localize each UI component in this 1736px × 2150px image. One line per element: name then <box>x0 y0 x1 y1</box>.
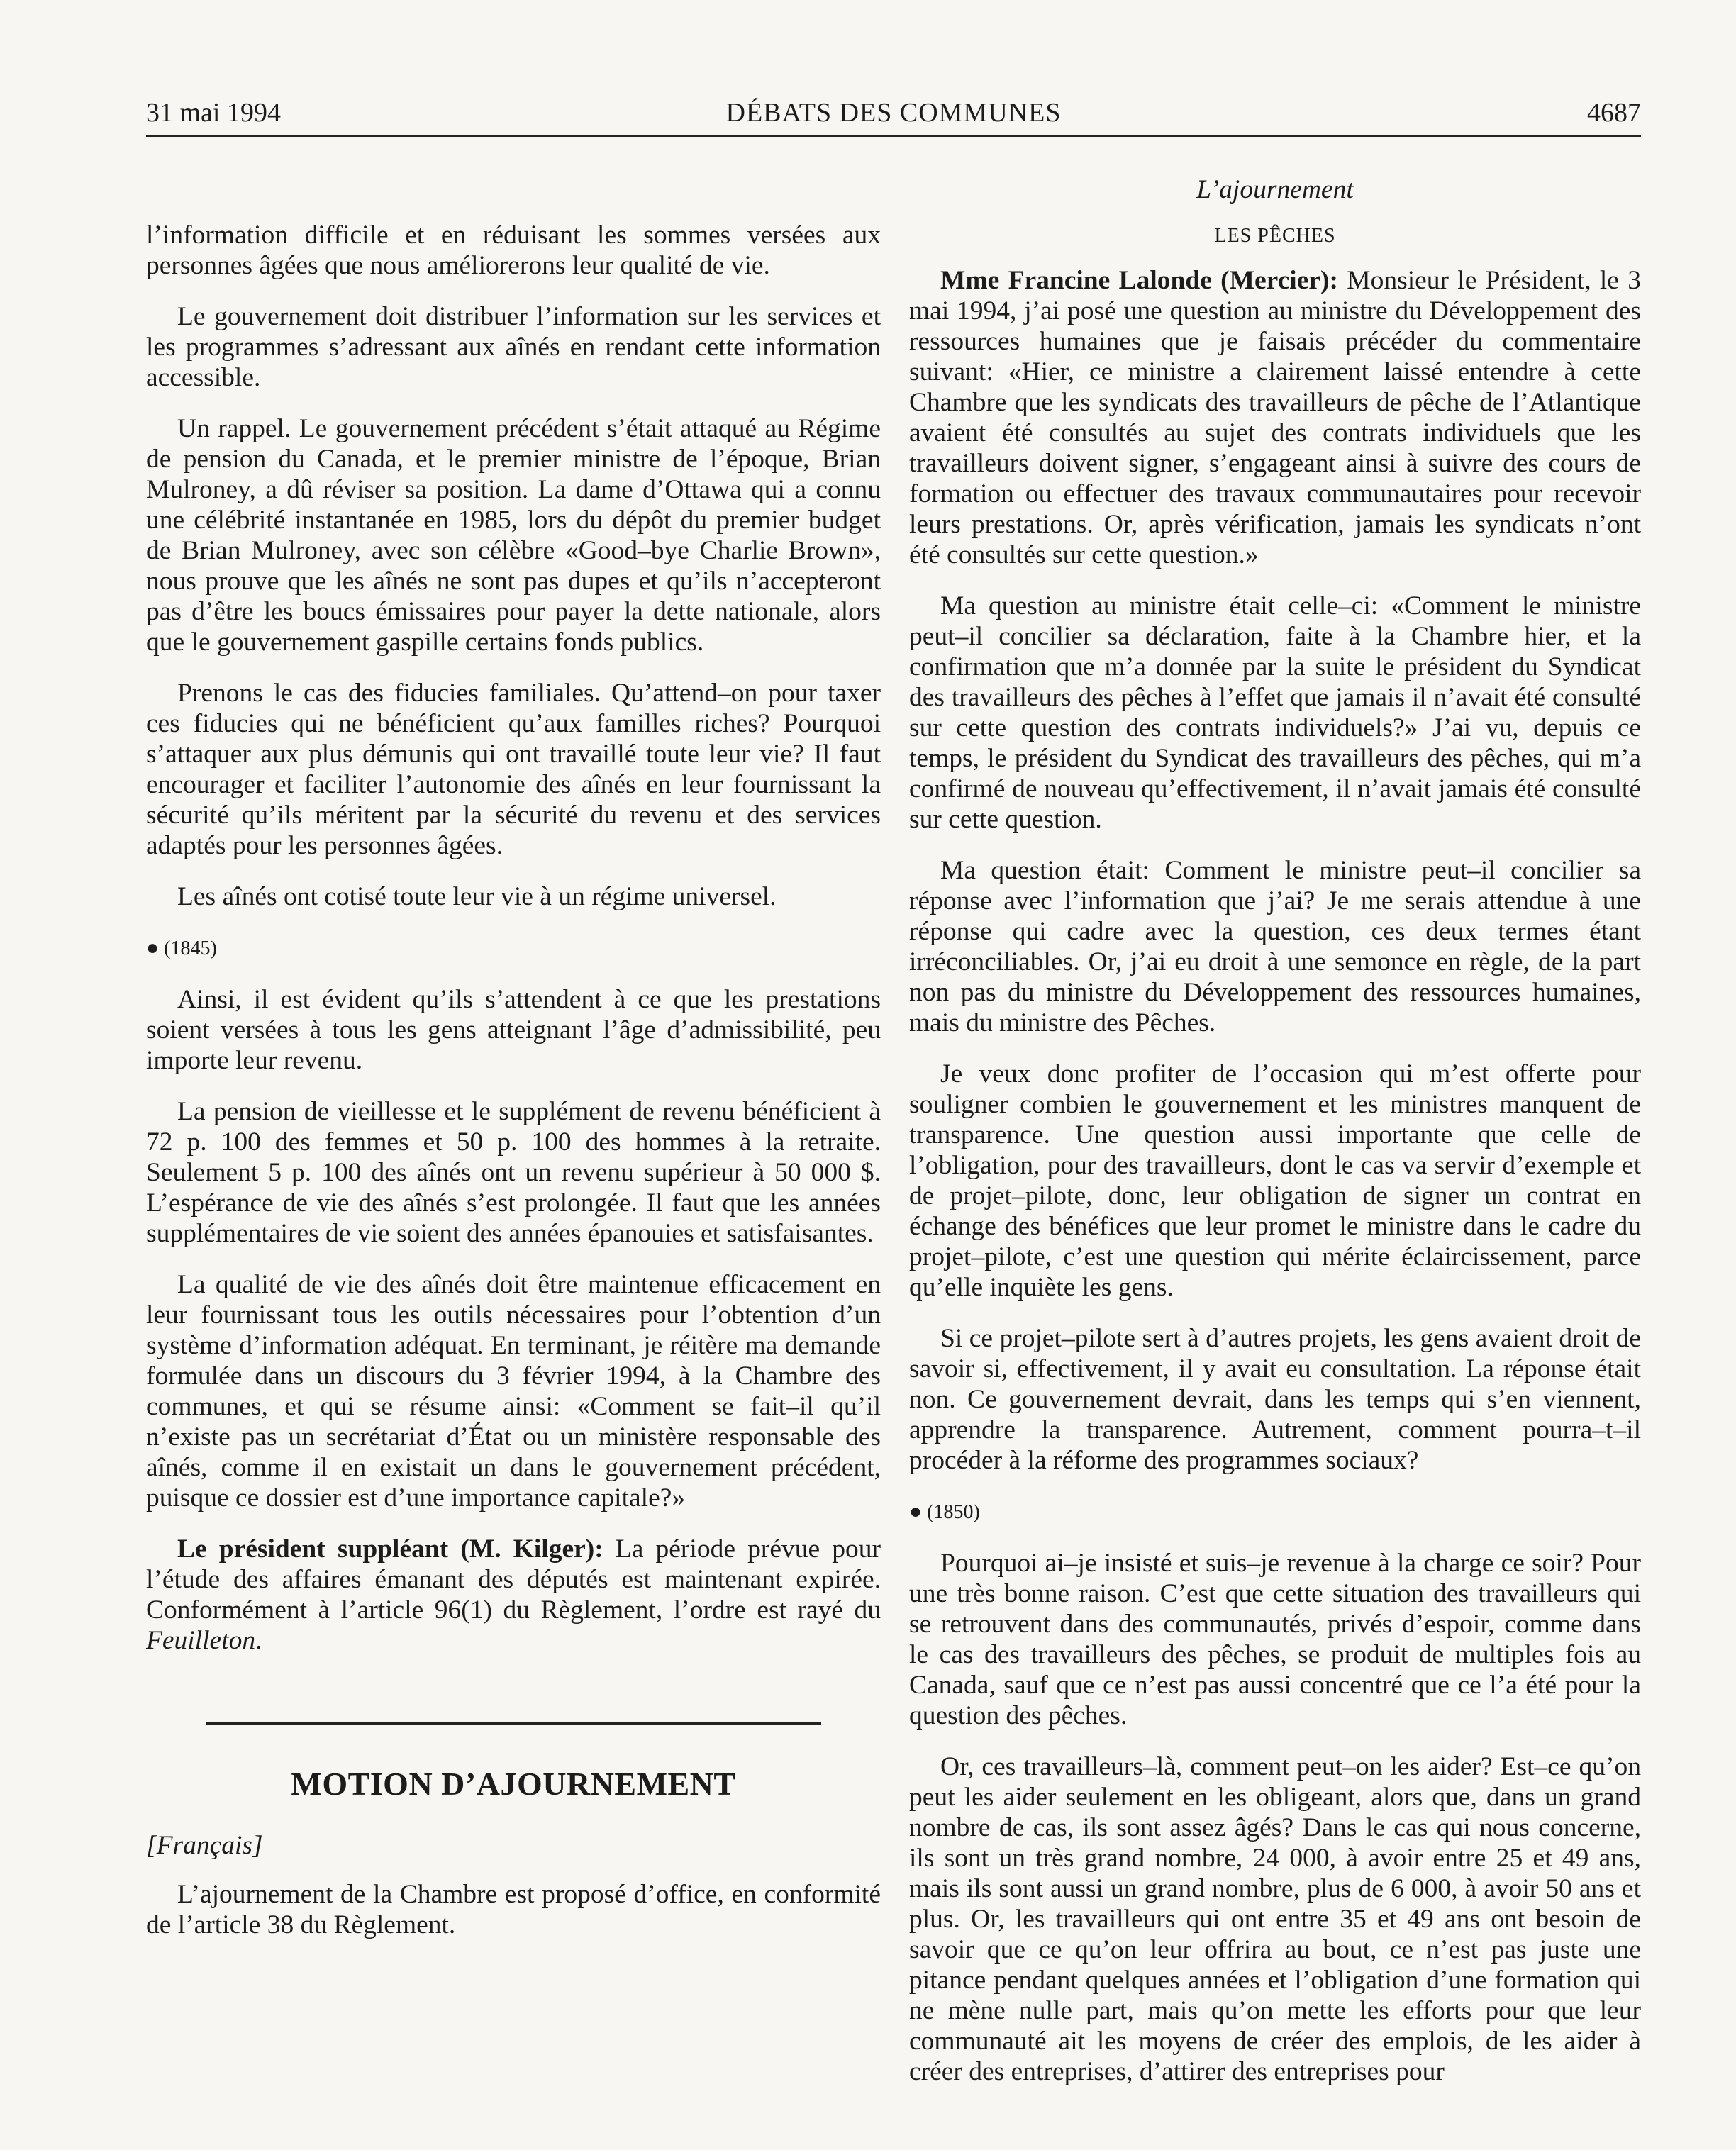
right-column <box>909 165 1641 2107</box>
section-heading: LES PÊCHES <box>1214 225 1336 247</box>
paragraph-text: Monsieur le Président, le 3 mai 1994, j’ai posé une question au ministre du Développement des ressources humaines que je faisais précéder du commentaire suivant: «Hier, ce ministre a clairement laissé entendre à cette Chambre que les syndicats des travailleurs de pêche de l’Atlantique avaient été consultés au sujet des contrats individuels que les travailleurs doivent signer, s’engageant ainsi à suivre des cours de formation ou effectuer des travaux communautaires pour recevoir leurs prestations. Or, après vérification, jamais les syndicats n’ont été consultés sur cette question.» <box>909 266 1641 569</box>
language-tag: [Français] <box>146 1831 263 1860</box>
speaker-paragraph <box>146 1534 881 1656</box>
paragraph: Les aînés ont cotisé toute leur vie à un régime universel. <box>177 882 777 911</box>
time-marker-text: (1850) <box>927 1501 980 1523</box>
paragraph: La qualité de vie des aînés doit être maintenue efficacement en leur fournissant tous les outils nécessaires pour l’obtention d’un système d’information adéquat. En terminant, je réitère ma demande formulée dans un discours du 3 février 1994, à la Chambre des communes, et qui se résume ainsi: «Comment se fait–il qu’il n’existe pas un secrétariat d’État ou un ministère responsable des aînés, comme il en existait un dans le gouvernement précédent, puisque ce dossier est d’une importance capitale?» <box>146 1270 881 1513</box>
speaker-paragraph <box>909 265 1641 570</box>
left-column <box>146 165 881 1961</box>
bullet-icon: ● <box>909 1500 923 1523</box>
header-title: DÉBATS DES COMMUNES <box>725 98 1062 128</box>
paragraph: Si ce projet–pilote sert à d’autres projets, les gens avaient droit de savoir si, effectivement, il y avait eu consultation. La réponse était non. Ce gouvernement devrait, dans les temps qui s’en viennent, apprendre la transparence. Autrement, comment pourra–t–il procéder à la réforme des programmes sociaux? <box>909 1324 1641 1475</box>
page-header <box>146 91 1641 137</box>
bullet-icon: ● <box>146 936 160 959</box>
paragraph: La pension de vieillesse et le supplément de revenu bénéficient à 72 p. 100 des femmes et 50 p. 100 des hommes à la retraite. Seulement 5 p. 100 des aînés ont un revenu supérieur à 50 000 $. L’espérance de vie des aînés s’est prolongée. Il faut que les années supplémentaires de vie soient des années épanouies et satisfaisantes. <box>146 1097 881 1248</box>
section-subtitle: L’ajournement <box>1196 175 1354 204</box>
paragraph: Le gouvernement doit distribuer l’information sur les services et les programmes s’adressant aux aînés en rendant cette information accessible. <box>146 302 881 392</box>
paragraph: Pourquoi ai–je insisté et suis–je revenue à la charge ce soir? Pour une très bonne raison. C’est que cette situation des travailleurs qui se retrouvent dans des communautés, privés d’espoir, comme dans le cas des travailleurs des pêches, se produit de multiples fois au Canada, sauf que ce n’est pas aussi concentré que ce l’a été pour la question des pêches. <box>909 1549 1641 1730</box>
paragraph-text: La période prévue pour l’étude des affaires émanant des députés est maintenant expirée. Conformément à l’article 96(1) du Règlement, l’ordre est rayé du <box>146 1534 881 1625</box>
paragraph: Un rappel. Le gouvernement précédent s’était attaqué au Régime de pension du Canada, et le premier ministre de l’époque, Brian Mulroney, a dû réviser sa position. La dame d’Ottawa qui a connu une célébrité instantanée en 1985, lors du dépôt du premier budget de Brian Mulroney, avec son célèbre «Good–bye Charlie Brown», nous prouve que les aînés ne sont pas dupes et qu’ils n’accepteront pas d’être les boucs émissaires pour payer la dette nationale, alors que le gouvernement gaspille certains fonds publics. <box>146 414 881 657</box>
paragraph: Ainsi, il est évident qu’ils s’attendent à ce que les prestations soient versées à tous les gens atteignant l’âge d’admissibilité, peu importe leur revenu. <box>146 985 881 1075</box>
paragraph: l’information difficile et en réduisant les sommes versées aux personnes âgées que nous améliorerons leur qualité de vie. <box>146 221 881 280</box>
speaker-name: Mme Francine Lalonde (Mercier): <box>940 266 1338 295</box>
speaker-name: Le président suppléant (M. Kilger): <box>177 1534 603 1564</box>
paragraph: Prenons le cas des fiducies familiales. Qu’attend–on pour taxer ces fiducies qui ne bénéficient qu’aux familles riches? Pourquoi s’attaquer aux plus démunis qui ont travaillé toute leur vie? Il faut encourager et faciliter l’autonomie des aînés en leur fournissant la sécurité qu’ils méritent par la sécurité du revenu et des services adaptés pour les personnes âgées. <box>146 679 881 860</box>
time-marker <box>146 932 881 964</box>
paragraph: Or, ces travailleurs–là, comment peut–on les aider? Est–ce qu’on peut les aider seulement en les obligeant, alors que, dans un grand nombre de cas, ils sont assez âgés? Dans le cas qui nous concerne, ils sont un très grand nombre, 24 000, à avoir entre 25 et 49 ans, mais ils sont aussi un grand nombre, plus de 6 000, à avoir 50 ans et plus. Or, les travailleurs qui ont entre 35 et 49 ans ont besoin de savoir que ce qu’on leur offrira au bout, ce n’est pas juste une pitance pendant quelques années et l’obligation d’une formation qui ne mène nulle part, mais qu’on mette les efforts pour que leur communauté ait les moyens de créer des emplois, de les aider à créer des entreprises, d’attirer des entreprises pour <box>909 1752 1641 2086</box>
header-date: 31 mai 1994 <box>146 98 281 128</box>
paragraph: L’ajournement de la Chambre est proposé d’office, en conformité de l’article 38 du Règlement. <box>146 1880 881 1939</box>
paragraph: Ma question au ministre était celle–ci: «Comment le ministre peut–il concilier sa déclaration, faite à la Chambre hier, et la confirmation que m’a donnée par la suite le président du Syndicat des travailleurs des pêches à l’effet que jamais il n’avait été consulté sur cette question des contrats individuels?» J’ai vu, depuis ce temps, le président du Syndicat des travailleurs des pêches, qui m’a confirmé de nouveau qu’effectivement, il n’avait jamais été consulté sur cette question. <box>909 591 1641 834</box>
time-marker <box>909 1496 1641 1527</box>
time-marker-text: (1845) <box>164 937 217 959</box>
paragraph: Ma question était: Comment le ministre peut–il concilier sa réponse avec l’information que j’ai? Je me serais attendue à une réponse qui cadre avec la question, ces deux termes étant irréconciliables. Or, j’ai eu droit à une semonce en règle, de la part non pas du ministre du Développement des ressources humaines, mais du ministre des Pêches. <box>909 856 1641 1037</box>
section-divider <box>206 1722 821 1725</box>
paragraph-end: . <box>255 1626 262 1655</box>
section-title: MOTION D’AJOURNEMENT <box>291 1766 736 1802</box>
paragraph: Je veux donc profiter de l’occasion qui m’est offerte pour souligner combien le gouvernement et les ministres manquent de transparence. Une question aussi importante que celle de l’obligation, pour des travailleurs, dont le cas va servir d’exemple et de projet–pilote, donc, leur obligation de signer un contrat en échange des bénéfices que leur promet le ministre dans le cadre du projet–pilote, c’est une question qui mérite éclaircissement, parce qu’elle inquiète les gens. <box>909 1059 1641 1302</box>
italic-term: Feuilleton <box>146 1626 256 1655</box>
page-number: 4687 <box>1587 98 1641 128</box>
